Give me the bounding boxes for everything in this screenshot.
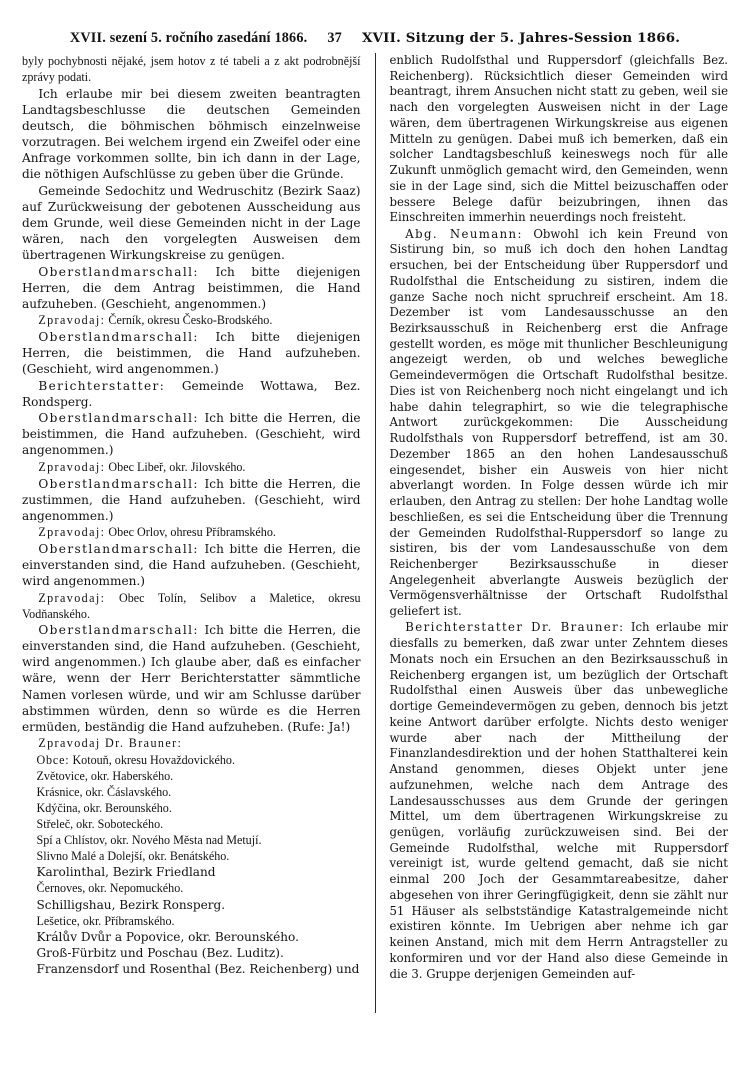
speech-text: Černík, okresu Česko-Brodského. [108, 313, 273, 328]
list-item [22, 752, 361, 768]
list-item: Lešetice, okr. Příbramského. [36, 913, 175, 928]
speech-text: Ich bitte diejenigen Herren, die beistimmen, die Hand aufzuheben. (Geschieht, wird angenommen.) [22, 329, 361, 376]
speaker-label: Zpravodaj Dr. Brauner: [38, 736, 183, 751]
list-item: Groß-Fürbitz und Poschau (Bez. Luditz). [36, 945, 284, 960]
list-item: Schilligshau, Bezirk Ronsperg. [36, 897, 226, 912]
page-header [22, 30, 728, 47]
speech-paragraph [22, 541, 361, 589]
speech-paragraph [22, 312, 361, 328]
header-title-german: XVII. Sitzung der 5. Jahres-Session 1866. [361, 30, 681, 46]
paragraph: Ich erlaube mir bei diesem zweiten beantragten Landtagsbeschlusse die deutschen Gemeinden deutsch, die böhmischen böhmisch einzelnweise vorzutragen. Bei welchem irgend ein Zweifel oder eine Anfrage vorkommen sollte, bin ich dann in der Lage, die nöthigen Aufschlüsse zu geben über die Gründe. [22, 86, 361, 182]
page-number: 37 [327, 30, 342, 46]
speech-text: Ich bitte diejenigen Herren, die dem Antrag beistimmen, die Hand aufzuheben. (Geschieht, angenommen.) [22, 264, 361, 311]
speech-paragraph [22, 524, 361, 540]
speech-paragraph [390, 620, 729, 982]
list-item-text: Kotouň, okresu Hovaždovického. [72, 752, 235, 767]
left-column [22, 53, 375, 1013]
speaker-label: Zpravodaj: [38, 313, 106, 328]
list-heading: Obce: [36, 752, 70, 767]
header-title-czech: XVII. sezení 5. ročního zasedání 1866. [69, 30, 308, 46]
paragraph: enblich Rudolfsthal und Ruppersdorf (gleichfalls Bez. Reichenberg). Rücksichtlich dieser Gemeinden wird beantragt, ihrem Ansuchen nicht statt zu geben, weil sie nach den vorgelegten Ausweisen nicht in der Lage wären, dem übertragenen Wirkungskreise aus eigenen Mitteln zu genügen. Dabei muß ich bemerken, daß ein solcher Landtagsbeschluß keineswegs noch für alle Zukunft unmöglich gemacht wird, den Gemeinden, wenn sie in der Lage sind, sich die Mittel beizuschaffen oder bessere Belege dafür beizubringen, ihnen das Einschreiten immerhin neuerdings noch freisteht. [389, 53, 728, 225]
speech-paragraph [22, 476, 361, 524]
list-item: Franzensdorf und Rosenthal (Bez. Reichenberg) und [36, 961, 360, 976]
speaker-label: Zpravodaj: [38, 590, 106, 605]
list-item: Černoves, okr. Nepomuckého. [36, 881, 184, 896]
speech-text: Ich erlaube mir diesfalls zu bemerken, daß zwar unter Zehntem dieses Monats noch ein Ersuchen an den Bezirksausschuß in Reichenberg ergangen ist, um bezüglich der Ortschaft Rudolfsthal einen Ausweis über das unbewegliche dortige Gemeindevermögen zu geben, dennoch bis jetzt keine Antwort darüber erfolgte. Nichts desto weniger wurde aber nach der Mittheilung der Finanzlandesdirektion und der hohen Statthalterei kein Anstand genommen, dieses Objekt unter jene aufzunehmen, welche nach dem Antrage des Landesausschusses aus dem Grunde der geringen Mittel, um dem übertragenen Wirkungskreise zu genügen, vorläufig zurückzuweisen sind. Bei der Gemeinde Rudolfsthal, welche mit Ruppersdorf vereinigt ist, wurde geltend gemacht, daß sie nicht einmal 200 Joch der Gesammtareabesitze, daher abgesehen von ihrer Geringfügigkeit, denn sie zählt nur 51 Häuser als selbstständige Katastralgemeinde nicht existiren könnte. Im Uebrigen aber nehme ich gar keinen Anstand, mich mit dem Herrn Antragsteller zu konformiren und vor der Hand also diese Gemeinde in die 3. Gruppe derjenigen Gemeinden auf- [389, 620, 728, 981]
speaker-label: Oberstlandmarschall: [38, 541, 199, 556]
speech-paragraph [22, 459, 361, 475]
speech-text: Gemeinde Wottawa, Bez. Rondsperg. [22, 378, 361, 409]
speaker-label: Zpravodaj: [38, 459, 106, 474]
speaker-label: Berichterstatter: [38, 378, 166, 393]
speech-text: Obwohl ich kein Freund von Sistirung bin, so muß ich doch den hohen Landtag ersuchen, bei der Entscheidung über Ruppersdorf und Rudolfsthal die Entscheidung zu sistiren, indem die ganze Sache noch nicht spruchreif erscheint. Am 18. Dezember ist vom Landesausschusse an den Bezirksausschuß in Reichenberg erst die Anfrage gestellt worden, es möge mit thunlicher Beschleunigung angezeigt werden, ob und welches bewegliche Gemeindevermögen die Ortschaft Rudolfsthal besitze. Dies ist von Reichenberg noch nicht eingelangt und ich habe dahin telegraphirt, so wie die telegraphische Antwort zurückgekommen: Die Ausscheidung Rudolfsthals von Ruppersdorf betreffend, ist am 30. Dezember 1865 an den hohen Landesausschuß eingesendet, bisher ein Ausweis von hier nicht abverlangt worden. In Folge dessen würde ich mir erlauben, den Antrag zu stellen: Der hohe Landtag wolle beschließen, es sei die Entscheidung über die Trennung der Gemeinden Rudolfsthal-Ruppersdorf so lange zu sistiren, bis der vom Landesausschuße von dem Reichenberger Bezirksausschuße in dieser Angelegenheit abverlangte Ausweis bezüglich der Vermögensverhältnisse der Ortschaft Rudolfsthal geliefert ist. [389, 226, 729, 619]
list-item: Spí a Chlístov, okr. Nového Města nad Metují. [36, 833, 262, 848]
list-item: Kdýčina, okr. Berounského. [36, 801, 172, 816]
list-item: Zvětovice, okr. Haberského. [36, 768, 174, 783]
right-column [375, 53, 729, 1013]
speaker-label: Abg. Neumann: [405, 226, 523, 241]
list-item: Králův Dvůr a Popovice, okr. Berounského. [36, 929, 299, 944]
speaker-label: Oberstlandmarschall: [38, 329, 199, 344]
speech-paragraph [22, 378, 361, 410]
speaker-label: Oberstlandmarschall: [38, 623, 199, 638]
speech-paragraph [390, 227, 729, 620]
speaker-label: Oberstlandmarschall: [38, 411, 199, 426]
speech-paragraph [22, 735, 361, 751]
speech-text: Obec Libeř, okr. Jilovského. [108, 459, 246, 474]
list-item: Slivno Malé a Dolejší, okr. Benátského. [36, 849, 230, 864]
speech-text: Obec Orlov, ohresu Příbramského. [108, 525, 276, 540]
speech-paragraph [22, 329, 361, 377]
speech-paragraph [22, 622, 361, 735]
speech-text: Ich bitte die Herren, die einverstanden sind, die Hand aufzuheben. (Geschieht, wird angenommen.) [22, 541, 361, 588]
speech-text: Ich bitte die Herren, die beistimmen, die Hand aufzuheben. (Geschieht, wird angenommen.) [22, 411, 361, 458]
speech-text: Ich bitte die Herren, die einverstanden sind, die Hand aufzuheben. (Geschieht, wird angenommen.) Ich glaube aber, daß es einfacher wäre, wenn der Herr Berichterstatter sämmtliche Namen vorlesen würde, und wir am Schlusse darüber abstimmen würden, denn so würde es die Herren ermüden, beständig die Hand aufzuheben. (Rufe: Ja!) [22, 623, 361, 734]
list-item: Karolinthal, Bezirk Friedland [36, 865, 216, 880]
speech-text: Ich bitte die Herren, die zustimmen, die Hand aufzuheben. (Geschieht, wird angenommen.) [22, 476, 361, 523]
list-item: Krásnice, okr. Čáslavského. [36, 785, 172, 800]
speech-paragraph [22, 410, 361, 458]
paragraph: Gemeinde Sedochitz und Wedruschitz (Bezirk Saaz) auf Zurückweisung der gebotenen Ausscheidung aus dem Grunde, weil diese Gemeinden nicht in der Lage wären, nach den vorgelegten Ausweisen dem übertragenen Wirkungskreise zu genügen. [22, 183, 361, 262]
speaker-label: Oberstlandmarschall: [38, 264, 199, 279]
speech-paragraph [22, 590, 361, 622]
two-column-body [22, 53, 728, 1013]
speech-text: Obec Tolín, Selibov a Maletice, okresu Vodňanského. [22, 590, 361, 621]
speech-paragraph [22, 264, 361, 312]
speaker-label: Berichterstatter Dr. Brauner: [405, 620, 625, 635]
speaker-label: Zpravodaj: [38, 525, 106, 540]
paragraph: byly pochybnosti nějaké, jsem hotov z té tabeli a z akt podrobnější zprávy podati. [22, 54, 361, 85]
list-item: Střeleč, okr. Soboteckého. [36, 817, 164, 832]
speaker-label: Oberstlandmarschall: [38, 476, 199, 491]
